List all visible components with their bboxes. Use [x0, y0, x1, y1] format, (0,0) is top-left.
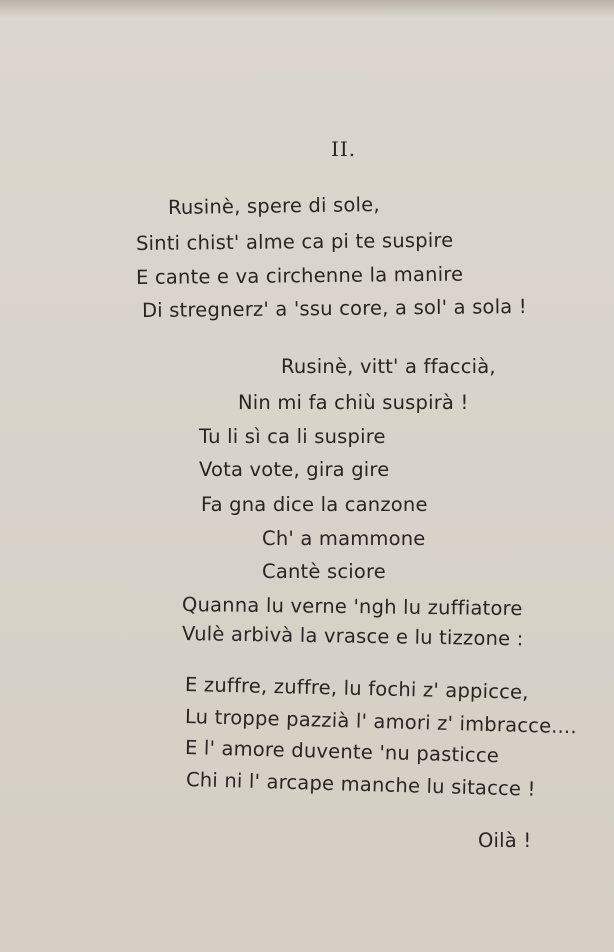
poem-line: Ch' a mammone: [262, 527, 426, 550]
poem-line: Oilà !: [478, 829, 532, 852]
section-heading: II.: [331, 137, 357, 161]
poem-line: Lu troppe pazzià l' amori z' imbracce....: [184, 705, 578, 739]
poem-line: E zuffre, zuffre, lu fochi z' appicce,: [184, 673, 529, 704]
poem-line: Rusinè, vitt' a ffaccià,: [281, 355, 496, 378]
poem-line: E cante e va circhenne la manire: [135, 262, 464, 289]
poem-line: Vulè arbivà la vrasce e lu tizzone :: [181, 622, 524, 651]
poem-line: Vota vote, gira gire: [199, 458, 390, 481]
poem-line: Rusinè, spere di sole,: [167, 193, 380, 219]
poem-line: Cantè sciore: [262, 560, 386, 583]
poem-line: Tu li sì ca li suspire: [199, 425, 386, 448]
poem-line: E l' amore duvente 'nu pasticce: [184, 736, 500, 768]
poem-line: Nin mi fa chiù suspirà !: [238, 391, 469, 414]
poem-line: Chi ni l' arcape manche lu sitacce !: [185, 768, 536, 801]
poem-line: Fa gna dice la canzone: [201, 493, 428, 516]
poem-line: Sinti chist' alme ca pi te suspire: [135, 228, 454, 255]
show-through-ghost-text: [474, 0, 614, 952]
poem-line: Quanna lu verne 'ngh lu zuffiatore: [181, 593, 523, 621]
poem-line: Di stregnerz' a 'ssu core, a sol' a sola !: [141, 294, 527, 322]
